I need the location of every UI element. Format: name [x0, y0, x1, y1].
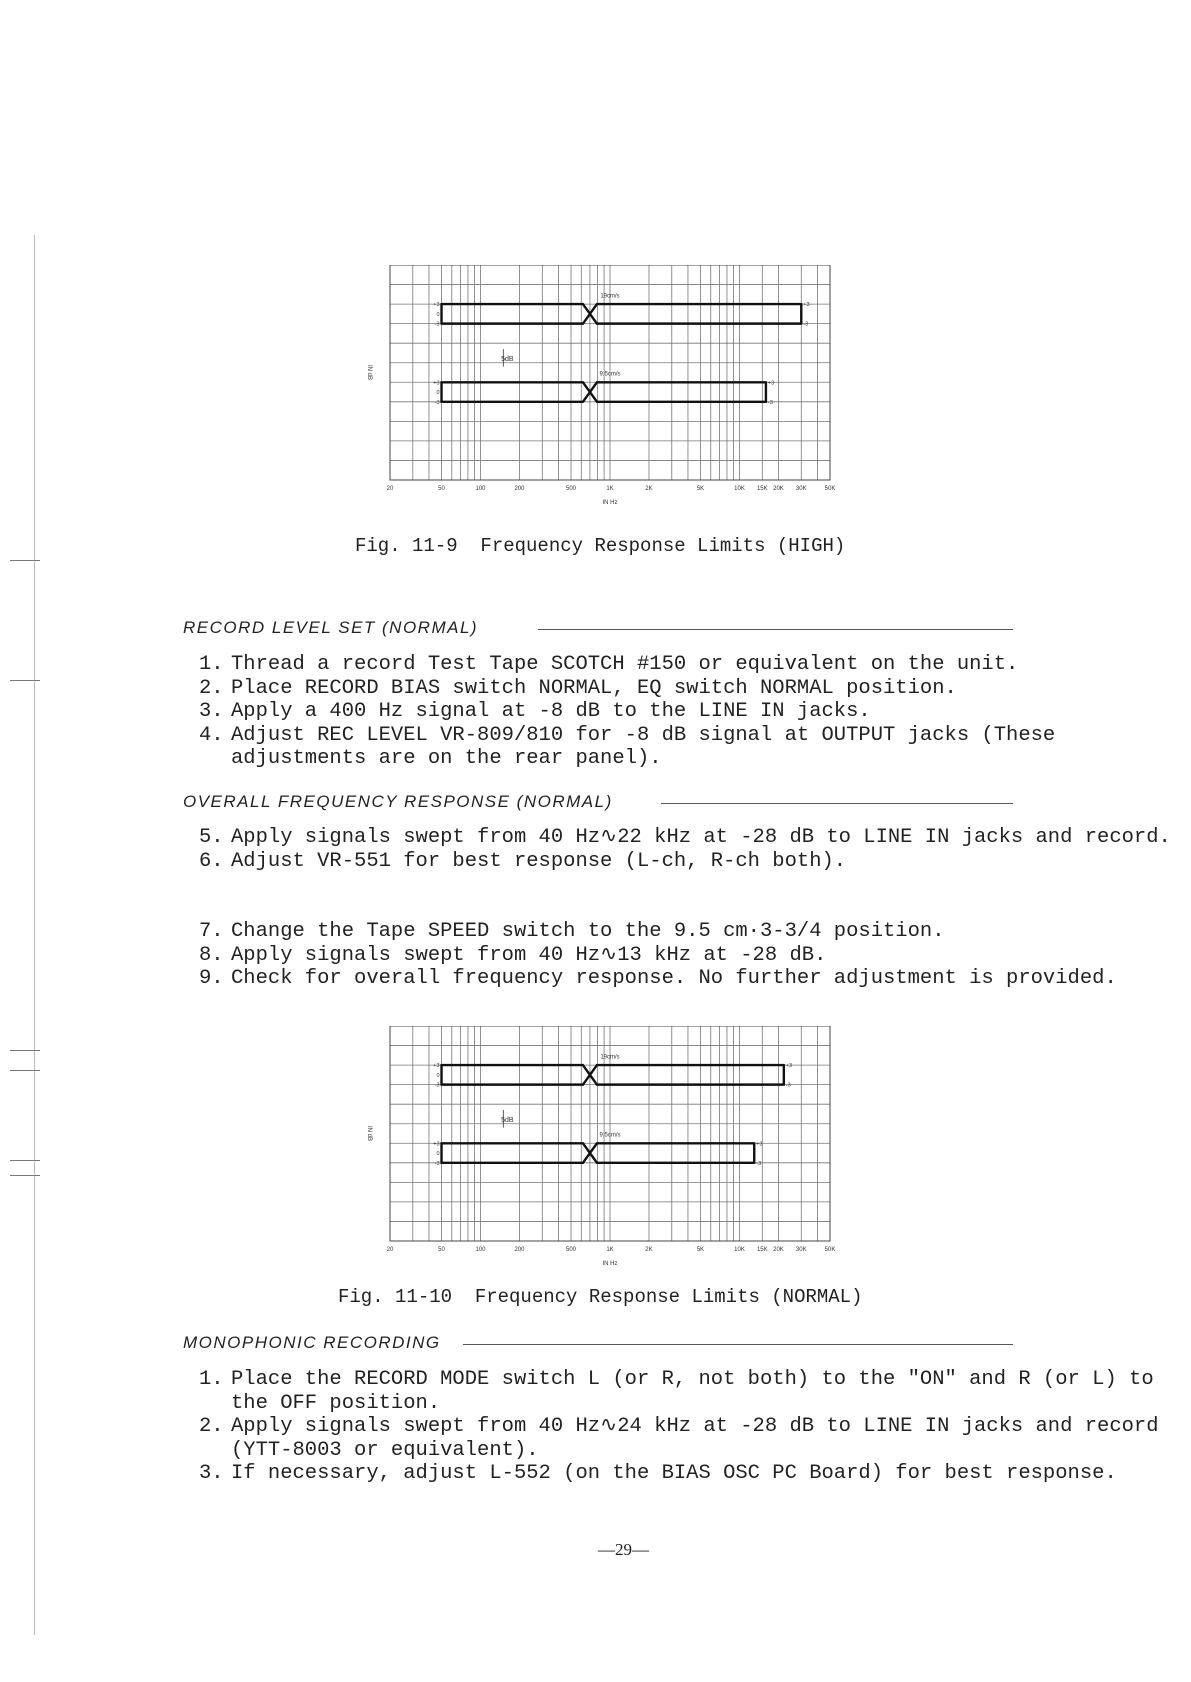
margin-tick	[10, 1050, 40, 1051]
section-rule	[661, 803, 1013, 804]
step-text: Change the Tape SPEED switch to the 9.5 cm·3-3/4 position.	[231, 920, 945, 943]
band-level-label: +3	[803, 302, 810, 309]
margin-tick	[10, 560, 40, 561]
band-level-label: -3	[767, 399, 773, 406]
x-tick-label: 200	[514, 1247, 525, 1253]
band-level-label: 0	[436, 390, 440, 397]
x-tick-label: 20K	[773, 486, 784, 492]
x-tick-label: 20	[386, 1247, 394, 1253]
list-item	[180, 1462, 1191, 1486]
x-tick-label: 15K	[756, 486, 768, 492]
section-heading-overall-response	[183, 792, 613, 812]
step-number: 5.	[199, 826, 224, 849]
mono-recording-steps	[180, 1368, 1191, 1486]
x-tick-label: 200	[514, 486, 525, 492]
step-number: 3.	[199, 1462, 224, 1485]
margin-line	[34, 235, 35, 1635]
limit-band	[442, 303, 802, 325]
step-text: Apply a 400 Hz signal at -8 dB to the LINE IN jacks.	[231, 700, 871, 723]
record-level-steps	[180, 653, 1191, 771]
band-level-label: -3	[434, 1082, 440, 1089]
band-level-label: -3	[434, 1160, 440, 1167]
margin-tick	[10, 1160, 40, 1161]
band-level-label: -3	[756, 1160, 762, 1167]
margin-tick	[10, 1070, 40, 1071]
limit-band	[442, 1064, 784, 1086]
scale-label: 5dB	[501, 355, 514, 363]
step-number: 8.	[199, 943, 224, 967]
band-level-label: +3	[785, 1063, 793, 1070]
figure-caption: Fig. 11-10 Frequency Response Limits (NORMAL)	[338, 1286, 863, 1308]
x-tick-label: 100	[475, 1247, 486, 1253]
overall-response-steps-b	[180, 920, 1117, 991]
band-level-label: -3	[434, 321, 440, 328]
step-text: Place RECORD BIAS switch NORMAL, EQ switch NORMAL position.	[231, 676, 957, 700]
step-text: Place the RECORD MODE switch L (or R, not both) to the "ON" and R (or L) to the OFF position.	[231, 1368, 1154, 1415]
band-level-label: +3	[433, 380, 440, 387]
list-item	[180, 850, 1171, 874]
page-number: —29—	[598, 1540, 649, 1559]
x-tick-label: 1K	[606, 1247, 614, 1253]
x-tick-label: 500	[566, 1247, 577, 1253]
step-number: 4.	[199, 723, 224, 747]
x-tick-label: 10K	[734, 486, 745, 492]
x-tick-label: 30K	[795, 1247, 807, 1253]
step-number: 6.	[199, 849, 224, 873]
step-text: Thread a record Test Tape SCOTCH #150 or equivalent on the unit.	[231, 653, 1019, 676]
band-level-label: +3	[767, 380, 775, 387]
x-tick-label: 30K	[795, 486, 807, 492]
step-text: If necessary, adjust L-552 (on the BIAS OSC PC Board) for best response.	[231, 1462, 1117, 1485]
figure-11-10	[360, 1026, 840, 1276]
step-text: Adjust REC LEVEL VR-809/810 for -8 dB signal at OUTPUT jacks (These adjustments are on the rear panel).	[231, 723, 1056, 770]
x-tick-label: 5K	[696, 486, 705, 492]
list-item	[180, 700, 1191, 724]
step-text: Apply signals swept from 40 Hz∿24 kHz at -28 dB to LINE IN jacks and record (YTT-8003 or equivalent).	[231, 1415, 1159, 1462]
figure-caption: Fig. 11-9 Frequency Response Limits (HIGH)	[355, 535, 846, 557]
section-title: MONOPHONIC RECORDING	[183, 1333, 441, 1352]
step-number: 2.	[199, 1415, 224, 1438]
section-title: OVERALL FREQUENCY RESPONSE (NORMAL)	[183, 792, 613, 811]
speed-label: 9.5cm/s	[599, 1132, 621, 1139]
speed-label: 9.5cm/s	[599, 371, 621, 378]
x-tick-label: 20K	[773, 1247, 784, 1253]
band-level-label: 0	[436, 1151, 440, 1158]
overall-response-steps	[180, 826, 1171, 873]
x-tick-label: 2K	[645, 1247, 653, 1253]
x-axis-label: IN Hz	[602, 1261, 618, 1267]
list-item	[180, 677, 1191, 701]
margin-tick	[10, 1175, 40, 1176]
x-tick-label: 10K	[734, 1247, 745, 1253]
x-tick-label: 1K	[606, 486, 614, 492]
limit-band	[442, 1142, 755, 1164]
band-level-label: -3	[803, 321, 809, 328]
x-tick-label: 100	[475, 486, 486, 492]
step-number: 3.	[199, 700, 224, 723]
x-axis-label: IN Hz	[602, 500, 618, 506]
step-number: 1.	[199, 653, 224, 676]
list-item	[180, 1415, 1191, 1462]
step-number: 1.	[199, 1368, 224, 1391]
x-tick-label: 2K	[645, 486, 653, 492]
section-heading-mono	[183, 1333, 441, 1353]
band-level-label: +3	[433, 1063, 440, 1070]
band-level-label: +3	[433, 302, 440, 309]
step-number: 7.	[199, 920, 224, 943]
list-item	[180, 967, 1117, 991]
band-level-label: +3	[433, 1141, 440, 1148]
step-text: Adjust VR-551 for best response (L-ch, R-ch both).	[231, 849, 847, 873]
x-tick-label: 20	[386, 486, 394, 492]
step-text: Check for overall frequency response. No further adjustment is provided.	[231, 967, 1117, 990]
step-number: 9.	[199, 967, 224, 990]
y-axis-label: IN dB	[366, 1125, 372, 1142]
frequency-chart-high	[360, 265, 840, 515]
x-tick-label: 500	[566, 486, 577, 492]
band-level-label: 0	[436, 1072, 440, 1079]
x-tick-label: 50K	[824, 1247, 836, 1253]
band-level-label: -3	[785, 1082, 791, 1089]
section-rule	[538, 629, 1013, 630]
x-tick-label: 50K	[824, 486, 836, 492]
frequency-chart-normal	[360, 1026, 840, 1276]
speed-label: 19cm/s	[600, 1054, 620, 1061]
speed-label: 19cm/s	[600, 293, 620, 300]
section-heading-record-level	[183, 618, 478, 638]
list-item	[180, 826, 1171, 850]
step-text: Apply signals swept from 40 Hz∿22 kHz at -28 dB to LINE IN jacks and record.	[231, 826, 1171, 849]
section-title: RECORD LEVEL SET (NORMAL)	[183, 618, 479, 637]
section-rule	[463, 1344, 1013, 1345]
band-level-label: +3	[756, 1141, 763, 1148]
band-level-label: -3	[434, 399, 440, 406]
x-tick-label: 15K	[756, 1247, 768, 1253]
step-number: 2.	[199, 676, 224, 700]
x-tick-label: 50	[438, 486, 445, 492]
list-item	[180, 920, 1117, 944]
x-tick-label: 5K	[696, 1247, 705, 1253]
list-item	[180, 944, 1117, 968]
list-item	[180, 653, 1191, 677]
step-text: Apply signals swept from 40 Hz∿13 kHz at -28 dB.	[231, 943, 827, 967]
y-axis-label: IN dB	[366, 364, 372, 381]
figure-11-9	[360, 265, 840, 515]
list-item	[180, 1368, 1191, 1415]
x-tick-label: 50	[438, 1247, 445, 1253]
list-item	[180, 724, 1191, 771]
scale-label: 5dB	[501, 1116, 514, 1124]
margin-tick	[10, 680, 40, 681]
band-level-label: 0	[436, 311, 440, 318]
